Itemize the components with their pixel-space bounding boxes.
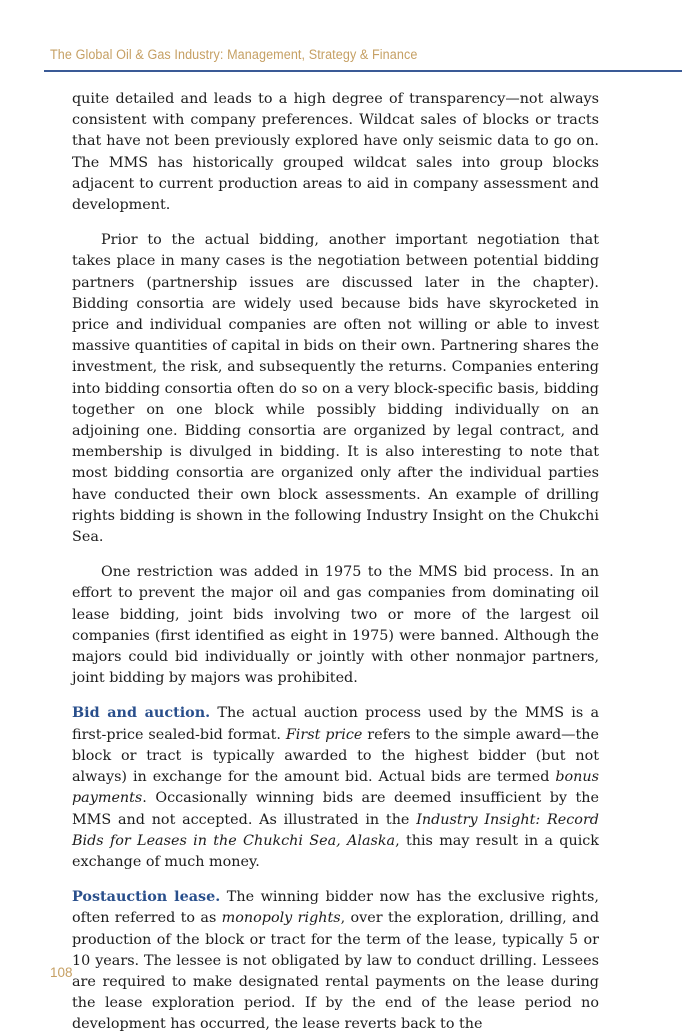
header-rule: [44, 70, 682, 72]
paragraph-bid-and-auction: [72, 703, 599, 873]
running-header-title: The Global Oil & Gas Industry: Management, Strategy & Finance: [50, 47, 418, 62]
italic-term-monopoly-rights: monopoly rights: [221, 910, 341, 927]
paragraph-gap: [72, 689, 599, 703]
paragraph-continued: quite detailed and leads to a high degree of transparency—not always consistent with company preferences. Wildcat sales of blocks or tracts that have not been previously explored have only seismic data to go on. The MMS has historically grouped wildcat sales into group blocks adjacent to current production areas to aid in company assessment and development.: [72, 91, 599, 214]
paragraph-gap: [72, 548, 599, 562]
text-run: refers to the simple award—the block or tract is typically awarded to the highest bidder (but not always) in exchange for the amount bid. Actual bids are termed: [72, 726, 599, 786]
paragraph-gap: [72, 216, 599, 230]
runin-heading-bid-and-auction: Bid and auction.: [72, 705, 211, 722]
paragraph-gap: [72, 873, 599, 887]
page-number: 108: [50, 965, 73, 980]
text-run: . Occasionally winning bids are deemed insufficient by the MMS and not accepted. As illustrated in the: [72, 790, 599, 828]
text-run: , over the exploration, drilling, and production of the block or tract for the term of the lease, typically 5 or 10 years. The lessee is not obligated by law to conduct drilling. Lessees are required to make designated rental payments on the lease during the lease exploration period. If by the end of the lease period no development has occurred, the lease reverts back to the: [72, 910, 600, 1033]
text-run: , this may result in a quick exchange of much money.: [72, 832, 600, 870]
paragraph-postauction-lease: [72, 887, 599, 1035]
runin-heading-postauction-lease: Postauction lease.: [72, 889, 221, 906]
body-text: [72, 89, 599, 1036]
text-run: The actual auction process used by the MMS is a first-price sealed-bid format.: [72, 705, 599, 743]
italic-term-first-price: First price: [285, 726, 363, 743]
italic-reference-industry-insight: Industry Insight: Record Bids for Leases in the Chukchi Sea, Alaska: [72, 811, 599, 849]
paragraph-restriction-1975: One restriction was added in 1975 to the MMS bid process. In an effort to prevent the major oil and gas companies from dominating oil lease bidding, joint bids involving two or more of the largest oil companies (first identified as eight in 1975) were banned. Although the majors could bid individually or jointly with other nonmajor partners, joint bidding by majors was prohibited.: [72, 564, 599, 687]
text-run: The winning bidder now has the exclusive rights, often referred to as: [72, 889, 599, 927]
italic-term-bonus-payments: bonus payments: [72, 769, 599, 807]
paragraph-bidding-partners: Prior to the actual bidding, another important negotiation that takes place in many cases is the negotiation between potential bidding partners (partnership issues are discussed later in the chapter). Bidding consortia are widely used because bids have skyrocketed in price and individual companies are often not willing or able to invest massive quantities of capital in bids on their own. Partnering shares the investment, the risk, and subsequently the returns. Companies entering into bidding consortia often do so on a very block-specific basis, bidding together on one block while possibly bidding individually on an adjoining one. Bidding consortia are organized by legal contract, and membership is divulged in bidding. It is also interesting to note that most bidding consortia are organized only after the individual parties have conducted their own block assessments. An example of drilling rights bidding is shown in the following Industry Insight on the Chukchi Sea.: [72, 232, 599, 546]
